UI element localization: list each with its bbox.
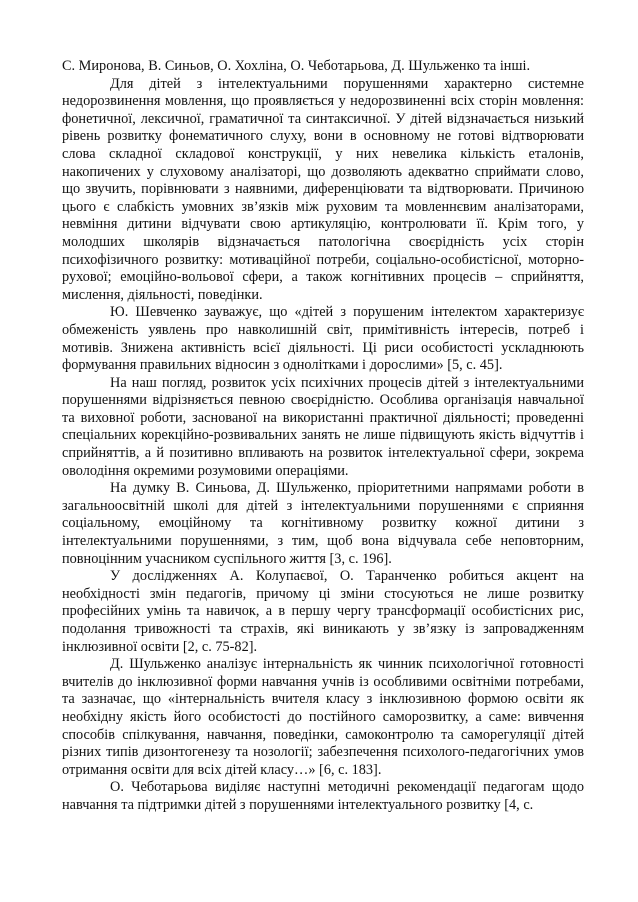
document-page	[62, 58, 584, 815]
paragraph-synov-shulzhenko: На думку В. Синьова, Д. Шульженко, пріоритетними напрямами роботи в загальноосвітній школі для дітей з інтелектуальними порушеннями є сприяння соціальному, емоційному та когнітивному розвитку кожної дитини з інтелектуальними порушеннями, з тим, щоб вона відчувала себе неповторним, повноцінним учасником суспільного життя [3, с. 196].	[62, 480, 584, 567]
paragraph-continuation: С. Миронова, В. Синьов, О. Хохліна, О. Чеботарьова, Д. Шульженко та інші.	[62, 58, 531, 74]
paragraph-kolupaieva-taranchenko: У дослідженнях А. Колупаєвої, О. Таранченко робиться акцент на необхідності змін педагогів, причому ці зміни стосуються не лише розвитку професійних умінь та навичок, а в першу чергу трансформації особистісних рис, подолання тривожності та страхів, які виникають у зв’язку із запровадженням інклюзивної освіти [2, с. 75-82].	[62, 568, 584, 655]
paragraph-chebotarova: О. Чеботарьова виділяє наступні методичні рекомендації педагогам щодо навчання та підтримки дітей з порушеннями інтелектуального розвитку [4, с.	[62, 779, 584, 813]
paragraph-speech-underdevelopment: Для дітей з інтелектуальними порушеннями характерно системне недорозвинення мовлення, що проявляється у недорозвиненні всіх сторін мовлення: фонетичної, лексичної, граматичної та синтаксичної. У дітей відзначається низький рівень розвитку фонематичного слуху, вони в основному не готові відтворювати слова складної складової конструкції, у них невелика кількість еталонів, накопичених у слуховому аналізаторі, що дозволяють адекватно сприймати слово, що звучить, порівнювати з наявними, диференціювати та відтворювати. Причиною цього є слабкість умовних зв’язків між руховим та мовленнєвим аналізаторами, невміння дитини відчувати свою артикуляцію, контролювати її. Крім того, у молодших школярів відзначається патологічна своєрідність усіх сторін психофізичного розвитку: мотиваційної потреби, соціально-особистісної, моторно-рухової; емоційно-вольової сфери, а також когнітивних процесів – сприйняття, мислення, діяльності, поведінки.	[62, 75, 584, 303]
paragraph-shevchenko-quote: Ю. Шевченко зауважує, що «дітей з порушеним інтелектом характеризує обмеженість уявлень про навколишній світ, примітивність інтересів, потреб і мотивів. Знижена активність всієї діяльності. Ці риси особистості ускладнюють формування правильних відносин з однолітками і дорослими» [5, с. 45].	[62, 304, 584, 374]
paragraph-mental-processes: На наш погляд, розвиток усіх психічних процесів дітей з інтелектуальними порушеннями відрізняється певною своєрідністю. Особлива організація навчальної та виховної роботи, заснованої на використанні практичної діяльності; проведенні спеціальних корекційно-розвивальних занять не лише підвищують якість відчуттів і сприйняттів, а й позитивно впливають на розвиток інтелектуальної сфери, зокрема оволодіння окремими розумовими операціями.	[62, 374, 584, 479]
paragraph-internality: Д. Шульженко аналізує інтернальність як чинник психологічної готовності вчителів до інклюзивної форми навчання учнів із особливими освітніми потребами, та зазначає, що «інтернальність вчителя класу з інклюзивною формою освіти як необхідну якість його особистості до постійного саморозвитку, а саме: вивчення способів спілкування, навчання, поведінки, самоконтролю та саморегуляції дітей різних типів дизонтогенезу та нозології; забезпечення психолого-педагогічних умов отримання освіти для всіх дітей класу…» [6, с. 183].	[62, 656, 584, 778]
